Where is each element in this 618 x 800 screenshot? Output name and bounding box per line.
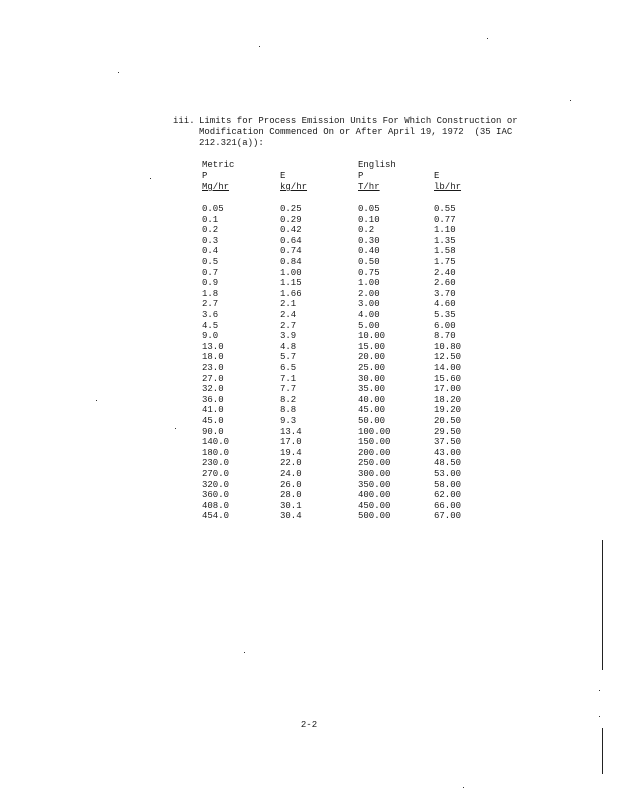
table-cell: 90.0 (202, 426, 224, 437)
table-cell: 2.7 (202, 299, 219, 310)
scan-edge-line (602, 540, 603, 670)
table-cell: 0.2 (358, 225, 375, 236)
table-cell: 150.00 (358, 437, 391, 448)
table-cell: 1.75 (434, 257, 456, 267)
table-cell: 0.74 (280, 246, 302, 257)
table-cell: 270.0 (202, 469, 230, 479)
table-cell: 19.20 (434, 405, 462, 416)
table-cell: 26.0 (280, 479, 302, 490)
table-cell: 500.00 (358, 511, 391, 522)
table-cell: 17.00 (434, 384, 462, 395)
table-cell: 25.00 (358, 363, 386, 373)
table-cell: 17.0 (280, 437, 302, 448)
section-heading (173, 116, 553, 149)
table-cell: 58.00 (434, 479, 462, 490)
table-cell: 40.00 (358, 394, 386, 405)
table-cell: 10.00 (358, 331, 386, 342)
table-cell: 0.40 (358, 246, 380, 257)
table-cell: 48.50 (434, 458, 462, 469)
section-number: iii. (173, 116, 195, 126)
col-2-symbol: E (280, 171, 286, 181)
col-1-symbol: P (202, 171, 208, 181)
page-number: 2-2 (300, 720, 318, 730)
table-cell: 200.00 (358, 447, 391, 458)
table-cell: 4.60 (434, 299, 456, 310)
table-cell: 45.0 (202, 416, 224, 426)
table-cell: 454.0 (202, 511, 230, 522)
table-cell: 20.00 (358, 352, 386, 363)
table-cell: 0.10 (358, 214, 380, 225)
scan-speck (244, 652, 245, 653)
table-cell: 30.4 (280, 511, 302, 522)
table-cell: 0.1 (202, 214, 219, 225)
table-cell: 4.8 (280, 341, 297, 352)
table-cell: 360.0 (202, 490, 230, 501)
heading-line-1: Limits for Process Emission Units For Which Construction or (199, 116, 518, 126)
table-cell: 0.05 (358, 204, 380, 214)
table-cell: 7.7 (280, 384, 297, 395)
scan-speck (118, 72, 119, 73)
table-cell: 32.0 (202, 384, 224, 395)
table-cell: 0.5 (202, 257, 219, 267)
table-cell: 0.30 (358, 235, 380, 246)
table-cell: 1.10 (434, 225, 456, 236)
table-cell: 0.75 (358, 267, 380, 278)
col-4-unit: lb/hr (434, 182, 462, 192)
table-cell: 0.84 (280, 257, 302, 267)
table-cell: 41.0 (202, 405, 224, 416)
table-cell: 320.0 (202, 479, 230, 490)
table-cell: 4.00 (358, 310, 380, 320)
table-cell: 30.00 (358, 373, 386, 384)
table-cell: 2.1 (280, 299, 297, 310)
table-cell: 27.0 (202, 373, 224, 384)
table-cell: 5.00 (358, 320, 380, 331)
table-cell: 1.8 (202, 288, 219, 299)
table-cell: 19.4 (280, 447, 302, 458)
table-cell: 0.50 (358, 257, 380, 267)
table-cell: 28.0 (280, 490, 302, 501)
table-cell: 23.0 (202, 363, 224, 373)
table-cell: 1.58 (434, 246, 456, 257)
table-cell: 8.8 (280, 405, 297, 416)
table-cell: 9.0 (202, 331, 219, 342)
table-cell: 1.35 (434, 235, 456, 246)
heading-line-3: 212.321(a)): (199, 138, 264, 148)
table-cell: 0.2 (202, 225, 219, 236)
table-cell: 15.00 (358, 341, 386, 352)
table-cell: 18.20 (434, 394, 462, 405)
table-cell: 13.0 (202, 341, 224, 352)
scan-speck (150, 178, 151, 179)
table-cell: 1.00 (358, 278, 380, 289)
scan-speck (175, 428, 176, 429)
table-cell: 20.50 (434, 416, 462, 426)
table-cell: 5.35 (434, 310, 456, 320)
table-cell: 450.00 (358, 500, 391, 511)
table-cell: 300.00 (358, 469, 391, 479)
table-cell: 2.60 (434, 278, 456, 289)
table-cell: 3.6 (202, 310, 219, 320)
table-cell: 2.40 (434, 267, 456, 278)
table-cell: 45.00 (358, 405, 386, 416)
table-cell: 0.05 (202, 204, 224, 214)
scan-speck (487, 38, 488, 39)
table-cell: 8.70 (434, 331, 456, 342)
metric-group-label: Metric (202, 160, 235, 170)
table-cell: 35.00 (358, 384, 386, 395)
table-cell: 1.15 (280, 278, 302, 289)
table-cell: 3.9 (280, 331, 297, 342)
scan-speck (463, 787, 464, 788)
table-cell: 140.0 (202, 437, 230, 448)
table-cell: 400.00 (358, 490, 391, 501)
table-cell: 24.0 (280, 469, 302, 479)
table-cell: 37.50 (434, 437, 462, 448)
table-cell: 350.00 (358, 479, 391, 490)
table-cell: 1.66 (280, 288, 302, 299)
table-cell: 4.5 (202, 320, 219, 331)
table-cell: 9.3 (280, 416, 297, 426)
table-cell: 53.00 (434, 469, 462, 479)
table-cell: 0.42 (280, 225, 302, 236)
table-cell: 0.9 (202, 278, 219, 289)
table-cell: 13.4 (280, 426, 302, 437)
table-cell: 230.0 (202, 458, 230, 469)
table-cell: 15.60 (434, 373, 462, 384)
scan-speck (570, 100, 571, 101)
table-cell: 12.50 (434, 352, 462, 363)
table-cell: 6.00 (434, 320, 456, 331)
scan-edge-line (602, 728, 603, 774)
col-3-symbol: P (358, 171, 364, 181)
table-cell: 22.0 (280, 458, 302, 469)
scan-speck (259, 46, 260, 47)
table-cell: 180.0 (202, 447, 230, 458)
table-cell: 3.70 (434, 288, 456, 299)
table-cell: 66.00 (434, 500, 462, 511)
table-cell: 50.00 (358, 416, 386, 426)
table-cell: 3.00 (358, 299, 380, 310)
table-cell: 0.3 (202, 235, 219, 246)
table-cell: 100.00 (358, 426, 391, 437)
scan-speck (599, 716, 600, 717)
col-2-unit: kg/hr (280, 182, 308, 192)
table-cell: 29.50 (434, 426, 462, 437)
col-4-symbol: E (434, 171, 440, 181)
english-group-label: English (358, 160, 396, 170)
table-cell: 250.00 (358, 458, 391, 469)
col-1-unit: Mg/hr (202, 182, 230, 192)
col-3-unit: T/hr (358, 182, 380, 192)
table-cell: 0.55 (434, 204, 456, 214)
table-cell: 30.1 (280, 500, 302, 511)
table-cell: 62.00 (434, 490, 462, 501)
table-cell: 408.0 (202, 500, 230, 511)
table-cell: 8.2 (280, 394, 297, 405)
table-cell: 0.25 (280, 204, 302, 214)
table-cell: 2.00 (358, 288, 380, 299)
table-cell: 0.64 (280, 235, 302, 246)
table-cell: 0.7 (202, 267, 219, 278)
table-cell: 18.0 (202, 352, 224, 363)
table-cell: 14.00 (434, 363, 462, 373)
table-cell: 1.00 (280, 267, 302, 278)
table-cell: 10.80 (434, 341, 462, 352)
table-cell: 43.00 (434, 447, 462, 458)
table-cell: 0.4 (202, 246, 219, 257)
heading-line-2: Modification Commenced On or After April 19, 1972 (35 IAC (199, 127, 513, 137)
table-cell: 5.7 (280, 352, 297, 363)
table-cell: 36.0 (202, 394, 224, 405)
table-cell: 0.77 (434, 214, 456, 225)
table-cell: 0.29 (280, 214, 302, 225)
scan-speck (599, 690, 600, 691)
table-cell: 6.5 (280, 363, 297, 373)
table-cell: 67.00 (434, 511, 462, 522)
table-cell: 2.4 (280, 310, 297, 320)
scan-speck (96, 400, 97, 401)
table-cell: 2.7 (280, 320, 297, 331)
table-cell: 7.1 (280, 373, 297, 384)
